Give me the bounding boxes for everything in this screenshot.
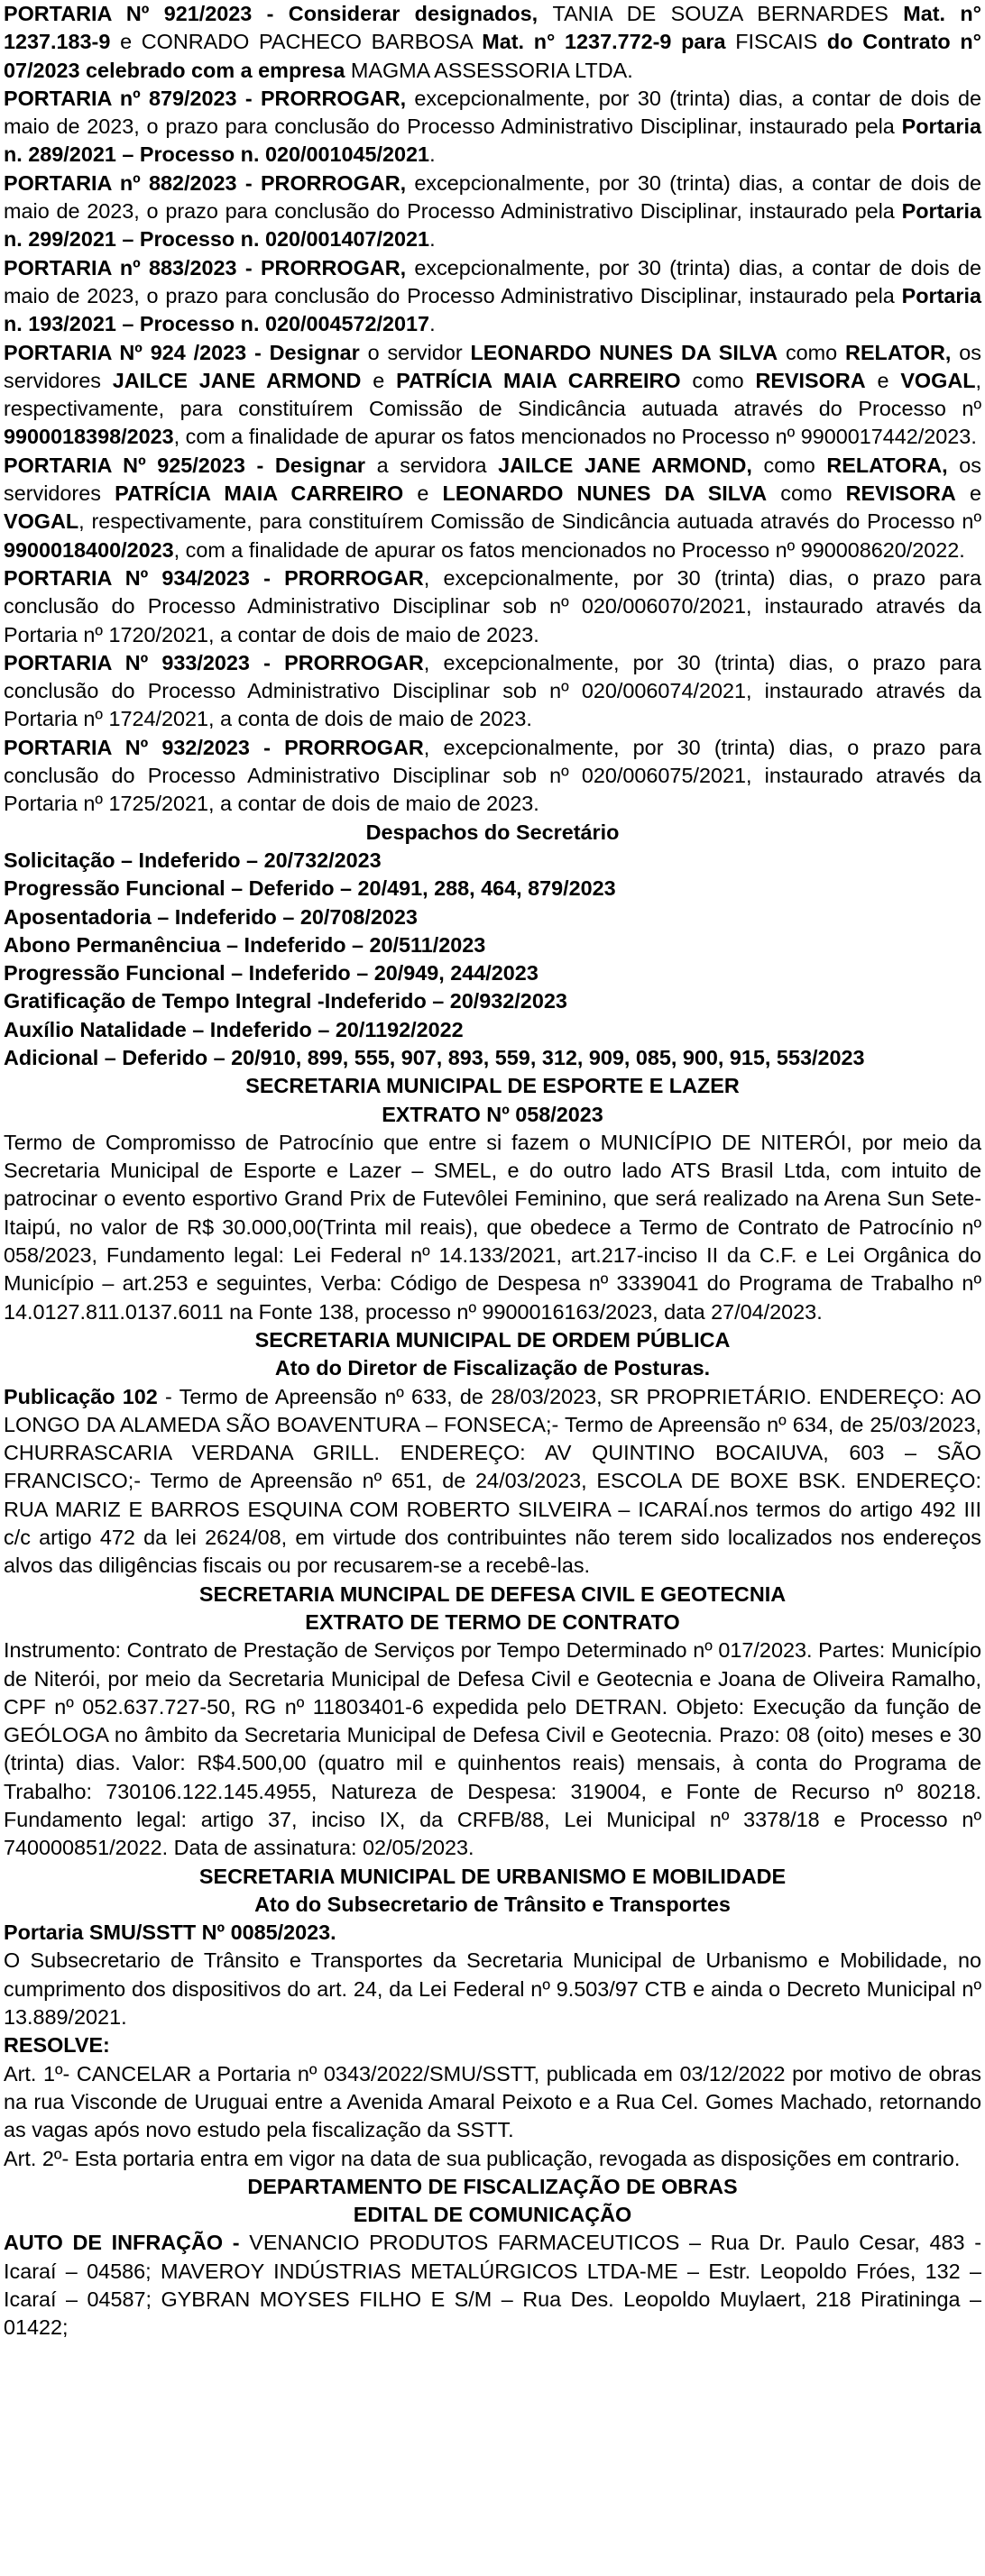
bold-text-run: PATRÍCIA MAIA CARREIRO [115, 481, 404, 506]
document-paragraph [4, 339, 981, 452]
bold-text-run: VOGAL [900, 368, 976, 392]
text-run: FISCAIS [725, 30, 827, 54]
text-run: a servidora [365, 453, 499, 477]
document-paragraph [4, 1383, 981, 1581]
text-run: EXTRATO Nº 058/2023 [382, 1102, 603, 1126]
text-run: Despachos do Secretário [365, 820, 620, 844]
text-run: MAGMA ASSESSORIA LTDA. [345, 58, 633, 82]
bold-text-run: PORTARIA Nº 932/2023 - PRORROGAR [4, 735, 424, 759]
text-run: , com a finalidade de apurar os fatos mencionados no Processo nº 9900017442/2023. [173, 425, 977, 449]
document-paragraph [4, 734, 981, 819]
bold-text-run: Mat. n° 1237.772-9 para [482, 30, 726, 54]
text-run: e CONRADO PACHECO BARBOSA [110, 30, 483, 54]
bold-text-run: PORTARIA Nº 924 /2023 - Designar [4, 340, 360, 364]
document-paragraph [4, 85, 981, 170]
document-paragraph [4, 0, 981, 85]
text-run: . [429, 312, 436, 336]
document-paragraph [4, 170, 981, 254]
text-run: , com a finalidade de apurar os fatos mencionados no Processo nº 990008620/2022. [173, 537, 965, 562]
bold-text-run: RELATORA, [826, 453, 948, 477]
text-run: Ato do Diretor de Fiscalização de Posturas. [274, 1356, 711, 1380]
document-paragraph [4, 987, 981, 1015]
section-heading [4, 819, 981, 847]
text-run: como [767, 481, 846, 506]
section-heading [4, 1581, 981, 1609]
document-paragraph [4, 903, 981, 931]
bold-text-run: PORTARIA Nº 921/2023 - Considerar designados, [4, 2, 553, 25]
bold-text-run: PORTARIA nº 883/2023 - PRORROGAR, [4, 255, 407, 280]
document-paragraph [4, 564, 981, 649]
section-heading [4, 1101, 981, 1129]
bold-text-run: Solicitação – Indeferido – 20/732/2023 [4, 848, 382, 872]
text-run: Instrumento: Contrato de Prestação de Serviços por Tempo Determinado nº 017/2023. Partes: Município de Niterói, por meio da Secretaria Municipal de Defesa Civil e Geotecnia e Joana de Oliveira Ramalho, CPF nº 052.637.727-50, RG nº 11803401-6 expedida pelo DETRAN. Objeto: Execução da função de GEÓLOGA no âmbito da Secretaria Municipal de Defesa Civil e Geotecnia. Prazo: 08 (oito) meses e 30 (trinta) dias. Valor: R$4.500,00 (quatro mil e quinhentos reais) mensais, à conta do Programa de Trabalho: 730106.122.145.4955, Natureza de Despesa: 319004, e Fonte de Recurso nº 80218. Fundamento legal: artigo 37, inciso IX, da CRFB/88, Lei Municipal nº 3378/18 e Processo nº 740000851/2022. Data de assinatura: 02/05/2023. [4, 1638, 981, 1860]
text-run: como [778, 340, 846, 364]
bold-text-run: VOGAL [4, 509, 79, 534]
section-heading [4, 1891, 981, 1919]
bold-text-run: Progressão Funcional – Indeferido – 20/949, 244/2023 [4, 961, 539, 985]
text-run: Ato do Subsecretario de Trânsito e Transportes [254, 1892, 731, 1916]
bold-text-run: PATRÍCIA MAIA CARREIRO [396, 368, 681, 392]
section-heading [4, 2173, 981, 2201]
bold-text-run: PORTARIA nº 879/2023 - PRORROGAR, [4, 86, 407, 110]
document-paragraph [4, 1016, 981, 1044]
document-paragraph [4, 1919, 981, 1947]
text-run: e [865, 368, 901, 392]
document-paragraph [4, 254, 981, 339]
bold-text-run: RELATOR, [845, 340, 952, 364]
bold-text-run: LEONARDO NUNES DA SILVA [470, 340, 778, 364]
document-paragraph [4, 452, 981, 564]
document-paragraph [4, 959, 981, 987]
bold-text-run: 9900018398/2023 [4, 425, 174, 449]
section-heading [4, 1326, 981, 1354]
text-run: . [429, 227, 436, 252]
bold-text-run: REVISORA [755, 368, 866, 392]
text-run: excepcionalmente, por 30 (trinta) dias, a contar de dois de maio de 2023, o prazo para conclusão do Processo Administrativo Disciplinar, instaurado pela [4, 86, 981, 139]
bold-text-run: JAILCE JANE ARMOND [112, 368, 362, 392]
text-run: , excepcionalmente, por 30 (trinta) dias, o prazo para conclusão do Processo Administrativo Disciplinar sob nº 020/006075/2021, instaurado através da Portaria nº 1725/2021, a contar de dois de maio de 2023. [4, 735, 981, 816]
text-run: EXTRATO DE TERMO DE CONTRATO [305, 1609, 680, 1634]
bold-text-run: REVISORA [845, 481, 956, 506]
bold-text-run: Abono Permanênciua – Indeferido – 20/511/2023 [4, 932, 486, 957]
text-run: como [680, 368, 756, 392]
bold-text-run: PORTARIA nº 882/2023 - PRORROGAR, [4, 170, 407, 195]
text-run: SECRETARIA MUNCIPAL DE DEFESA CIVIL E GEOTECNIA [198, 1581, 787, 1606]
document-paragraph [4, 2031, 981, 2059]
bold-text-run: do Contrato n° 07/2023 celebrado com a empresa [4, 30, 981, 82]
bold-text-run: Gratificação de Tempo Integral -Indeferido – 20/932/2023 [4, 989, 567, 1013]
bold-text-run: Publicação 102 [4, 1384, 158, 1408]
document-paragraph [4, 1044, 981, 1072]
text-run: os servidores [4, 340, 981, 392]
text-run: O Subsecretario de Trânsito e Transportes da Secretaria Municipal de Urbanismo e Mobilidade, no cumprimento dos dispositivos do art. 24, da Lei Federal nº 9.503/97 CTB e ainda o Decreto Municipal nº 13.889/2021. [4, 1948, 981, 2030]
bold-text-run: RESOLVE: [4, 2033, 110, 2058]
text-run: e [955, 481, 982, 506]
document-paragraph [4, 931, 981, 959]
document-paragraph [4, 1947, 981, 2031]
section-heading [4, 1609, 981, 1636]
text-run: . [429, 142, 436, 167]
text-run: excepcionalmente, por 30 (trinta) dias, a contar de dois de maio de 2023, o prazo para conclusão do Processo Administrativo Disciplinar, instaurado pela [4, 170, 981, 224]
document-paragraph [4, 847, 981, 875]
document-paragraph [4, 2145, 981, 2173]
text-run: Termo de Compromisso de Patrocínio que entre si fazem o MUNICÍPIO DE NITERÓI, por meio da Secretaria Municipal de Esporte e Lazer – SMEL, e do outro lado ATS Brasil Ltda, com intuito de patrocinar o evento esportivo Grand Prix de Futevôlei Feminino, que será realizado na Arena Sun Sete-Itaipú, no valor de R$ 30.000,00(Trinta mil reais), que obedece a Termo de Contrato de Patrocínio nº 058/2023, Fundamento legal: Lei Federal nº 14.133/2021, art.217-inciso II da C.F. e Lei Orgânica do Município – art.253 e seguintes, Verba: Código de Despesa nº 3339041 do Programa de Trabalho nº 14.0127.811.0137.6011 na Fonte 138, processo nº 9900016163/2023, data 27/04/2023. [4, 1130, 981, 1324]
text-run: - Termo de Apreensão nº 633, de 28/03/2023, SR PROPRIETÁRIO. ENDEREÇO: AO LONGO DA ALAMEDA SÃO BOAVENTURA – FONSECA;- Termo de Apreensão nº 634, de 25/03/2023, CHURRASCARIA VERDANA GRILL. ENDEREÇO: AV QUINTINO BOCAIUVA, 603 – SÃO FRANCISCO;- Termo de Apreensão nº 651, de 24/03/2023, ESCOLA DE BOXE BSK. ENDEREÇO: RUA MARIZ E BARROS ESQUINA COM ROBERTO SILVEIRA – ICARAÍ.nos termos do artigo 492 III c/c artigo 472 da lei 2624/08, em virtude dos contribuintes não terem sido localizados nos endereços alvos das diligências fiscais ou por recusarem-se a recebê-las. [4, 1384, 981, 1578]
section-heading [4, 2201, 981, 2229]
text-run: Art. 2º- Esta portaria entra em vigor na data de sua publicação, revogada as disposições em contrario. [4, 2146, 961, 2170]
bold-text-run: AUTO DE INFRAÇÃO - [4, 2231, 240, 2255]
text-run: SECRETARIA MUNICIPAL DE ESPORTE E LAZER [245, 1074, 740, 1098]
text-run: SECRETARIA MUNICIPAL DE URBANISMO E MOBILIDADE [198, 1864, 787, 1888]
text-run: e [361, 368, 397, 392]
document-paragraph [4, 875, 981, 903]
text-run: EDITAL DE COMUNICAÇÃO [353, 2203, 632, 2227]
bold-text-run: Adicional – Deferido – 20/910, 899, 555, 907, 893, 559, 312, 909, 085, 900, 915, 553/2023 [4, 1045, 865, 1069]
text-run: Art. 1º- CANCELAR a Portaria nº 0343/2022/SMU/SSTT, publicada em 03/12/2022 por motivo de obras na rua Visconde de Uruguai entre a Avenida Amaral Peixoto e a Rua Cel. Gomes Machado, retornando as vagas após novo estudo pela fiscalização da SSTT. [4, 2061, 981, 2142]
section-heading [4, 1072, 981, 1100]
bold-text-run: PORTARIA Nº 925/2023 - Designar [4, 453, 365, 477]
bold-text-run: Mat. n° 1237.183-9 [4, 2, 982, 54]
text-run: , excepcionalmente, por 30 (trinta) dias, o prazo para conclusão do Processo Administrativo Disciplinar sob nº 020/006070/2021, instaurado através da Portaria nº 1720/2021, a contar de dois de maio de 2023. [4, 565, 981, 646]
document-paragraph [4, 2229, 981, 2342]
bold-text-run: Aposentadoria – Indeferido – 20/708/2023 [4, 904, 418, 929]
text-run: excepcionalmente, por 30 (trinta) dias, a contar de dois de maio de 2023, o prazo para conclusão do Processo Administrativo Disciplinar, instaurado pela [4, 255, 981, 307]
bold-text-run: Progressão Funcional – Deferido – 20/491, 288, 464, 879/2023 [4, 876, 616, 901]
bold-text-run: Portaria n. 289/2021 – Processo n. 020/001045/2021 [4, 115, 981, 167]
document-paragraph [4, 1636, 981, 1862]
bold-text-run: Auxílio Natalidade – Indeferido – 20/1192/2022 [4, 1017, 464, 1041]
bold-text-run: PORTARIA Nº 933/2023 - PRORROGAR [4, 650, 424, 674]
text-run: VENANCIO PRODUTOS FARMACEUTICOS – Rua Dr. Paulo Cesar, 483 -Icaraí – 04586; MAVEROY INDÚSTRIAS METALÚRGICOS LTDA-ME – Estr. Leopoldo Fróes, 132 – Icaraí – 04587; GYBRAN MOYSES FILHO E S/M – Rua Des. Leopoldo Muylaert, 218 Piratininga – 01422; [4, 2231, 981, 2340]
text-run: o servidor [359, 340, 471, 364]
bold-text-run: LEONARDO NUNES DA SILVA [442, 481, 768, 506]
text-run: , respectivamente, para constituírem Comissão de Sindicância autuada através do Processo nº [4, 368, 981, 421]
text-run: como [751, 453, 827, 477]
document-paragraph [4, 2060, 981, 2145]
text-run: , respectivamente, para constituírem Comissão de Sindicância autuada através do Processo nº [78, 509, 981, 534]
document-paragraph [4, 1129, 981, 1326]
bold-text-run: PORTARIA Nº 934/2023 - PRORROGAR [4, 565, 424, 590]
section-heading [4, 1863, 981, 1891]
bold-text-run: Portaria SMU/SSTT Nº 0085/2023. [4, 1921, 336, 1945]
bold-text-run: JAILCE JANE ARMOND, [498, 453, 752, 477]
section-heading [4, 1354, 981, 1382]
text-run: os servidores [4, 453, 982, 506]
document-paragraph [4, 649, 981, 734]
text-run: TANIA DE SOUZA BERNARDES [552, 2, 904, 25]
bold-text-run: Portaria n. 193/2021 – Processo n. 020/004572/2017 [4, 283, 981, 336]
bold-text-run: 9900018400/2023 [4, 537, 174, 562]
text-run: , excepcionalmente, por 30 (trinta) dias, o prazo para conclusão do Processo Administrativo Disciplinar sob nº 020/006074/2021, instaurado através da Portaria nº 1724/2021, a conta de dois de maio de 2023. [4, 650, 981, 731]
text-run: e [403, 481, 443, 506]
text-run: SECRETARIA MUNICIPAL DE ORDEM PÚBLICA [254, 1327, 731, 1352]
text-run: DEPARTAMENTO DE FISCALIZAÇÃO DE OBRAS [247, 2174, 738, 2198]
bold-text-run: Portaria n. 299/2021 – Processo n. 020/001407/2021 [4, 199, 981, 252]
